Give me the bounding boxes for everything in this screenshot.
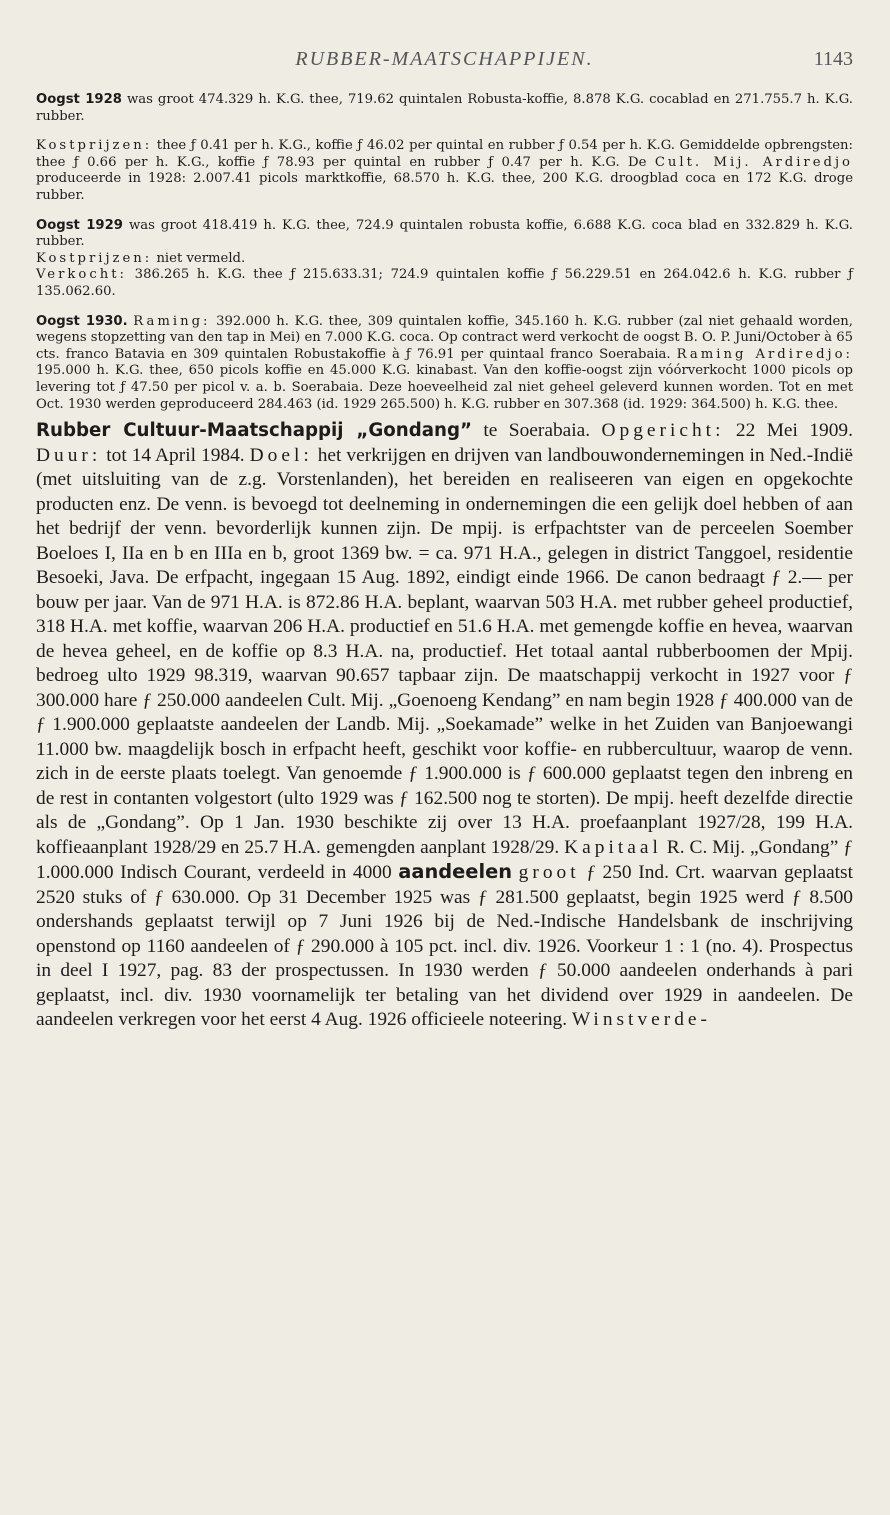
label-doel: Doel: [249,444,313,466]
text-1929-c: 386.265 h. K.G. thee ƒ 215.633.31; 724.9 quintalen koffie ƒ 56.229.51 en 264.042.6 h. K.G. rubber ƒ 135.062.60. [36,267,853,299]
text-gondang-6 [512,862,519,883]
running-header [36,0,853,92]
label-verkocht: Verkocht: [36,267,127,283]
text-gondang-3: tot 14 April 1984. [101,444,250,466]
label-cult-ardiredjo: Cult. Mij. Ardiredjo [654,154,853,170]
paragraph-gondang [36,419,853,1033]
text-1928-a: was groot 474.329 h. K.G. thee, 719.62 quintalen Robusta-koffie, 8.878 K.G. cocablad en 271.755.7 h. K.G. rubber. [36,92,853,124]
heading-oogst-1929: Oogst 1929 [36,217,123,233]
paragraph-kostprijzen-1928 [36,138,853,204]
company-entry-gondang [36,419,853,1033]
label-kostprijzen: Kostprijzen: [36,138,153,154]
text-gondang-2: 22 Mei 1909. [724,420,853,442]
text-gondang-5: R. C. Mij. „Gondang” ƒ 1.000.000 Indisch Courant, verdeeld in 4000 [36,836,853,884]
label-kostprijzen-1929: Kostprijzen: [36,250,153,266]
text-1929-b: niet vermeld. [152,250,246,266]
paragraph-kostprijzen-1929 [36,251,853,268]
harvest-section [36,92,853,413]
text-gondang-4: het verkrijgen en drijven van landbouwondernemingen in Ned.-Indië (met uitsluiting van de z.g. Vorstenlanden), het bereiden en realiseeren van eigen en opgekochte producten enz. De venn. is bevoegd tot deelneming in ondernemingen die een gelijk doel hebben of aan het bedrijf der venn. bevorderlijk kunnen zijn. De mpij. is erfpachtster van de perceelen Soember Boeloes I, IIa en b en IIIa en b, groot 1369 bw. = ca. 971 H.A., gelegen in district Tanggoel, residentie Besoeki, Java. De erfpacht, ingegaan 15 Aug. 1892, eindigt einde 1966. De canon bedraagt ƒ 2.— per bouw per jaar. Van de 971 H.A. is 872.86 H.A. beplant, waarvan 503 H.A. met rubber geheel productief, 318 H.A. met koffie, waarvan 206 H.A. productief en 51.6 H.A. met gemengde koffie en hevea, waarvan de hevea geheel, en de koffie op 8.3 H.A. na, productief. Het totaal aantal rubberboomen der Mpij. bedroeg ulto 1929 98.319, waarvan 90.657 tapbaar zijn. De maatschappij verkocht in 1927 voor ƒ 300.000 hare ƒ 250.000 aandeelen Cult. Mij. „Goenoeng Kendang” en nam begin 1928 ƒ 400.000 van de ƒ 1.900.000 geplaatste aandeelen der Landb. Mij. „Soekamade” welke in het Zuiden van Banjoewangi 11.000 bw. maagdelijk bosch in erfpacht heeft, geschikt voor koffie- en rubbercultuur, waarop de venn. zich in de eerste plaats toelegt. Van genoemde ƒ 1.900.000 is ƒ 600.000 geplaatst tegen den inbreng en de rest in contanten volgestort (ulto 1929 was ƒ 162.500 nog te storten). De mpij. heeft dezelfde directie als de „Gondang”. Op 1 Jan. 1930 beschikte zij over 13 H.A. proefaanplant 1927/28, 199 H.A. koffieaanplant 1928/29 en 25.7 H.A. gemengden aanplant 1928/29. [36,444,854,858]
text-1929-a: was groot 418.419 h. K.G. thee, 724.9 quintalen robusta koffie, 6.688 K.G. coca blad en 332.829 h. K.G. rubber. [36,217,853,250]
label-raming: Raming: [133,313,211,329]
label-opgericht: Opgericht: [601,420,725,442]
paragraph-verkocht-1929 [36,267,853,300]
company-name: Rubber Cultuur-Maatschappij „Gondang” [36,420,472,442]
label-duur: Duur: [36,444,102,466]
text-1930-a: 392.000 h. K.G. thee, 309 quintalen koffie, 345.160 h. K.G. rubber (zal niet gehaald worden, wegens stopzetting van den tap in Mei) en 7.000 K.G. coca. Op contract werd verkocht de oogst B. O. P. Juni/October à 65 cts. franco Batavia en 309 quintalen Robustakoffie à ƒ 76.91 per quintaal franco Soerabaia. [36,313,853,362]
text-gondang-1: te Soerabaia. [471,420,602,442]
text-gondang-7: ƒ 250 Ind. Crt. waarvan geplaatst 2520 stuks of ƒ 630.000. Op 31 December 1925 was ƒ 281.500 geplaatst, begin 1925 werd ƒ 8.500 ondershands geplaatst terwijl op 7 Juni 1926 bij de Ned.-Indische Handelsbank de inschrijving openstond op 1160 aandeelen of ƒ 290.000 à 105 pct. incl. div. 1926. Voorkeur 1 : 1 (no. 4). Prospectus in deel I 1927, pag. 83 der prospectussen. In 1930 werden ƒ 50.000 aandeelen onderhands à pari geplaatst, incl. div. 1930 voornamelijk ter betaling van het dividend over 1929 in aandeelen. De aandeelen verkregen voor het eerst 4 Aug. 1926 officieele noteering. [36,862,853,1031]
text-1928-b: thee ƒ 0.41 per h. K.G., koffie ƒ 46.02 per quintal en rubber ƒ 0.54 per h. K.G. Gemiddelde opbrengsten: thee ƒ 0.66 per h. K.G., koffie ƒ 78.93 per quintal en rubber ƒ 0.47 per h. K.G. De [36,138,853,170]
heading-oogst-1928: Oogst 1928 [36,92,122,107]
paragraph-oogst-1929 [36,218,853,251]
paragraph-oogst-1928 [36,92,853,125]
page-number: 1143 [813,48,853,70]
paragraph-oogst-1930 [36,314,853,414]
label-kapitaal: Kapitaal [564,836,662,858]
label-groot: groot [518,862,580,884]
heading-oogst-1930: Oogst 1930. [36,313,128,329]
text-1930-b: 195.000 h. K.G. thee, 650 picols koffie en 45.000 K.G. kinabast. Van den koffie-oogst zijn vóórverkocht 1000 picols op levering tot ƒ 47.50 per picol v. a. b. Soerabaia. Deze hoeveelheid zal niet geheel geleverd kunnen worden. Tot en met Oct. 1930 werden geproduceerd 284.463 (id. 1929 265.500) h. K.G. rubber en 307.368 (id. 1929: 364.500) h. K.G. thee. [36,363,853,412]
running-title: RUBBER-MAATSCHAPPIJEN. [295,48,594,70]
text-1928-c: produceerde in 1928: 2.007.41 picols marktkoffie, 68.570 h. K.G. thee, 200 K.G. droogblad coca en 172 K.G. droge rubber. [36,171,853,203]
label-winstverdeling: Winstverde- [571,1009,711,1031]
label-aandeelen: aandeelen [398,860,513,884]
label-raming-ardiredjo: Raming Ardiredjo: [676,346,853,362]
